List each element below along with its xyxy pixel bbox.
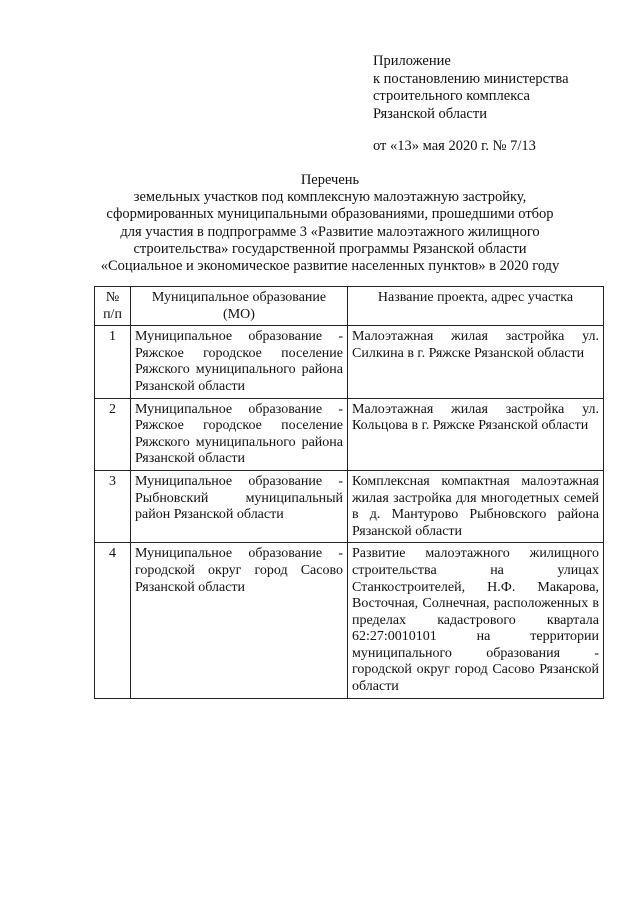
appendix-block: [373, 53, 569, 156]
appendix-date: от «13» мая 2020 г. № 7/13: [373, 138, 536, 155]
table-row: [95, 326, 604, 398]
heading-line: для участия в подпрограмме 3 «Развитие малоэтажного жилищного: [120, 223, 540, 240]
header-municipality: Муниципальное образование (МО): [131, 287, 348, 326]
header-project: Название проекта, адрес участка: [348, 287, 604, 326]
land-plots-table: [94, 286, 604, 699]
row-municipality: Муниципальное образование - городской округ город Сасово Рязанской области: [131, 543, 348, 698]
row-project: Малоэтажная жилая застройка ул. Силкина в г. Ряжске Рязанской области: [348, 326, 604, 398]
row-project: Комплексная компактная малоэтажная жилая застройка для многодетных семей в д. Мантурово Рыбновского района Рязанской области: [348, 470, 604, 542]
heading-line: «Социальное и экономическое развитие населенных пунктов» в 2020 году: [100, 258, 560, 275]
row-number: 4: [95, 543, 131, 698]
row-project: Развитие малоэтажного жилищного строительства на улицах Станкостроителей, Н.Ф. Макарова, Восточная, Солнечная, расположенных в пределах кадастрового квартала 62:27:0010101 на территории муниципального образования - городской округ город Сасово Рязанской области: [348, 543, 604, 698]
table-row: [95, 543, 604, 698]
row-municipality: Муниципальное образование - Ряжское городское поселение Ряжского муниципального района Рязанской области: [131, 398, 348, 470]
document-heading: [75, 172, 585, 275]
table-header-row: [95, 287, 604, 326]
heading-line: строительства» государственной программы Рязанской области: [133, 240, 527, 257]
row-number: 3: [95, 470, 131, 542]
table-row: [95, 470, 604, 542]
row-municipality: Муниципальное образование - Ряжское городское поселение Ряжского муниципального района Рязанской области: [131, 326, 348, 398]
table-row: [95, 398, 604, 470]
appendix-line: Рязанской области: [373, 105, 487, 122]
appendix-line: Приложение: [373, 53, 451, 69]
appendix-line: к постановлению министерства: [373, 70, 569, 87]
row-number: 1: [95, 326, 131, 398]
document-title: Перечень: [300, 172, 360, 188]
row-number: 2: [95, 398, 131, 470]
row-project: Малоэтажная жилая застройка ул. Кольцова в г. Ряжске Рязанской области: [348, 398, 604, 470]
heading-line: сформированных муниципальными образованиями, прошедшими отбор: [106, 206, 554, 223]
heading-line: земельных участков под комплексную малоэтажную застройку,: [133, 189, 527, 206]
row-municipality: Муниципальное образование - Рыбновский муниципальный район Рязанской области: [131, 470, 348, 542]
appendix-line: строительного комплекса: [373, 88, 530, 105]
header-number: № п/п: [95, 287, 131, 326]
